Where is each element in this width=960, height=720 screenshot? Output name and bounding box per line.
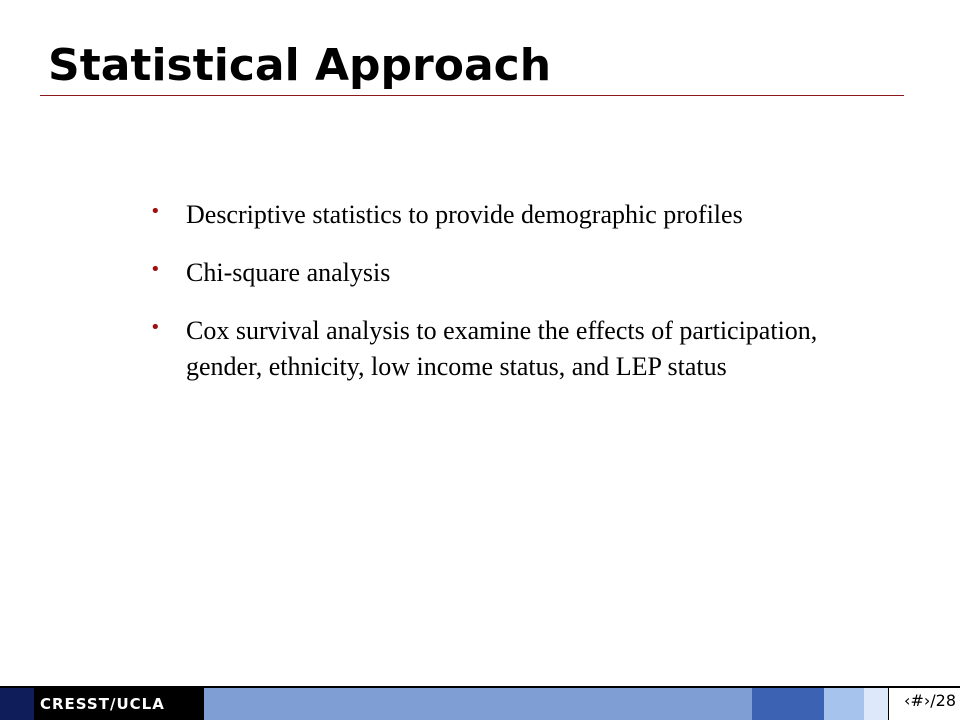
bullet-list xyxy=(150,197,850,407)
title-underline xyxy=(40,95,904,96)
footer-accent-block xyxy=(0,688,34,720)
bullet-item xyxy=(150,255,850,291)
slide-title: Statistical Approach xyxy=(48,40,552,91)
bullet-text: Descriptive statistics to provide demographic profiles xyxy=(186,200,743,229)
bullet-marker-icon: • xyxy=(150,201,161,222)
bullet-item xyxy=(150,197,850,233)
footer-block-pale xyxy=(864,688,888,720)
bullet-marker-icon: • xyxy=(150,317,161,338)
page-number: ‹#›/28 xyxy=(904,691,956,710)
footer-block-light xyxy=(824,688,864,720)
bullet-item xyxy=(150,313,850,385)
bullet-text: Chi-square analysis xyxy=(186,258,391,287)
bullet-marker-icon: • xyxy=(150,259,161,280)
footer-logo: CRESST/UCLA xyxy=(40,695,165,713)
bullet-text: Cox survival analysis to examine the effects of participation, gender, ethnicity, low income status, and LEP status xyxy=(186,316,818,381)
footer-block-dark xyxy=(752,688,824,720)
